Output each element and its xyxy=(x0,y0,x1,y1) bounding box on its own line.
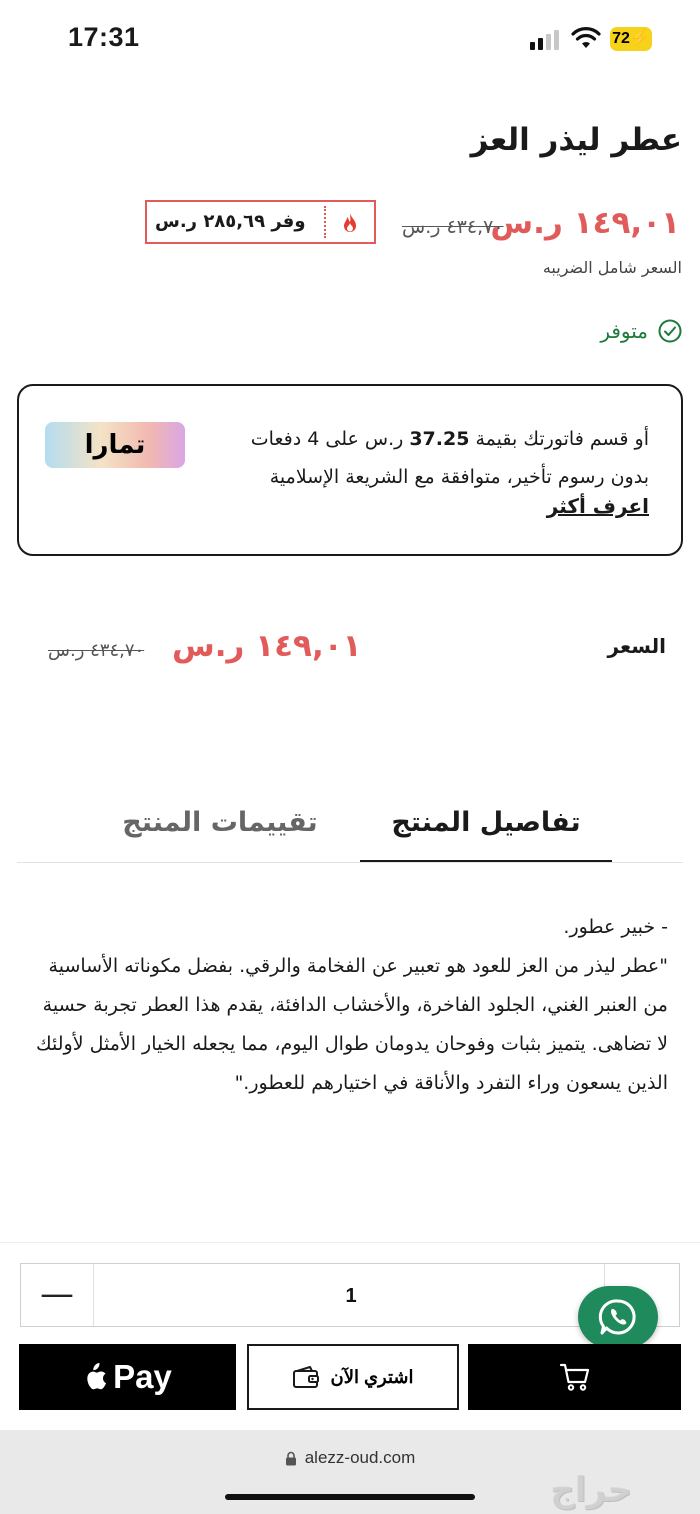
url-text: alezz-oud.com xyxy=(304,1448,416,1467)
status-time: 17:31 xyxy=(68,22,140,52)
buy-now-button[interactable] xyxy=(247,1344,459,1410)
product-price: ١٤٩,٠١ ر.س xyxy=(490,205,680,241)
wallet-icon xyxy=(292,1365,320,1389)
price-label: السعر xyxy=(607,634,666,658)
tamara-line1-suffix: ر.س على 4 دفعات xyxy=(250,428,404,450)
tabs-divider xyxy=(17,862,683,863)
quantity-field-wrap xyxy=(93,1264,605,1326)
tamara-logo: تمارا xyxy=(45,422,185,468)
save-badge xyxy=(145,200,376,244)
cellular-signal-icon xyxy=(530,28,562,50)
description-paragraph: "عطر ليذر من العز للعود هو تعبير عن الفخامة والرقي. بفضل مكوناته الأساسية من العنبر الغني، الجلود الفاخرة، والأخشاب الدافئة، يقدم هذا العطر تجربة حسية لا تضاهى. يتميز بثبات وفوحان يدومان طوال اليوم، مما يجعله الخيار الأمثل لأولئك الذين يسعون وراء التفرد والأناقة في اختيارهم للعطور." xyxy=(35,955,668,1094)
price-row-current: ١٤٩,٠١ ر.س xyxy=(172,628,362,664)
tab-product-reviews[interactable]: تقييمات المنتج xyxy=(122,807,318,838)
stock-status-text: متوفر xyxy=(600,319,648,343)
lock-icon xyxy=(285,1451,297,1466)
whatsapp-chat-button[interactable] xyxy=(578,1286,658,1348)
url-display[interactable] xyxy=(0,1448,700,1468)
cart-icon xyxy=(559,1361,591,1393)
tax-note: السعر شامل الضريبه xyxy=(542,258,682,277)
tab-product-details[interactable]: تفاصيل المنتج xyxy=(360,800,612,863)
description-line1: - خبير عطور. xyxy=(563,916,668,938)
tamara-learn-more-link[interactable]: اعرف أكثر xyxy=(546,494,649,518)
battery-level: 72 xyxy=(612,30,630,47)
haraj-watermark: حراج xyxy=(550,1470,632,1510)
save-badge-divider xyxy=(324,206,326,238)
price-row-old: ٤٣٤,٧٠ ر.س xyxy=(48,640,145,661)
charging-bolt-icon: ⚡ xyxy=(629,30,650,47)
product-old-price: ٤٣٤,٧٠ ر.س xyxy=(402,216,504,238)
product-title: عطر ليذر العز xyxy=(470,122,682,158)
quantity-input[interactable] xyxy=(94,1264,608,1328)
tamara-description xyxy=(179,420,649,496)
apple-pay-button[interactable] xyxy=(19,1344,236,1410)
browser-address-bar xyxy=(0,1430,700,1514)
bottom-bar-separator xyxy=(0,1242,700,1243)
tamara-installment-amount: 37.25 xyxy=(409,428,470,450)
stock-status xyxy=(600,316,682,346)
whatsapp-icon xyxy=(598,1297,638,1337)
save-amount: وفر ٢٨٥,٦٩ ر.س xyxy=(155,211,306,232)
battery-indicator xyxy=(610,27,652,51)
product-description xyxy=(28,908,668,1103)
home-indicator xyxy=(225,1494,475,1500)
tamara-installments-card[interactable] xyxy=(17,384,683,556)
buy-now-label: اشتري الآن xyxy=(330,1366,414,1387)
tamara-line1-prefix: أو قسم فاتورتك بقيمة xyxy=(475,428,649,450)
quantity-decrease-button[interactable]: — xyxy=(40,1274,74,1314)
add-to-cart-button[interactable] xyxy=(468,1344,681,1410)
apple-pay-label: Pay xyxy=(113,1358,172,1395)
check-circle-icon xyxy=(658,319,682,343)
apple-logo-icon xyxy=(83,1363,107,1392)
wifi-icon xyxy=(571,26,601,50)
fire-icon xyxy=(340,212,360,234)
tamara-line2: بدون رسوم تأخير، متوافقة مع الشريعة الإسلامية xyxy=(269,466,649,488)
